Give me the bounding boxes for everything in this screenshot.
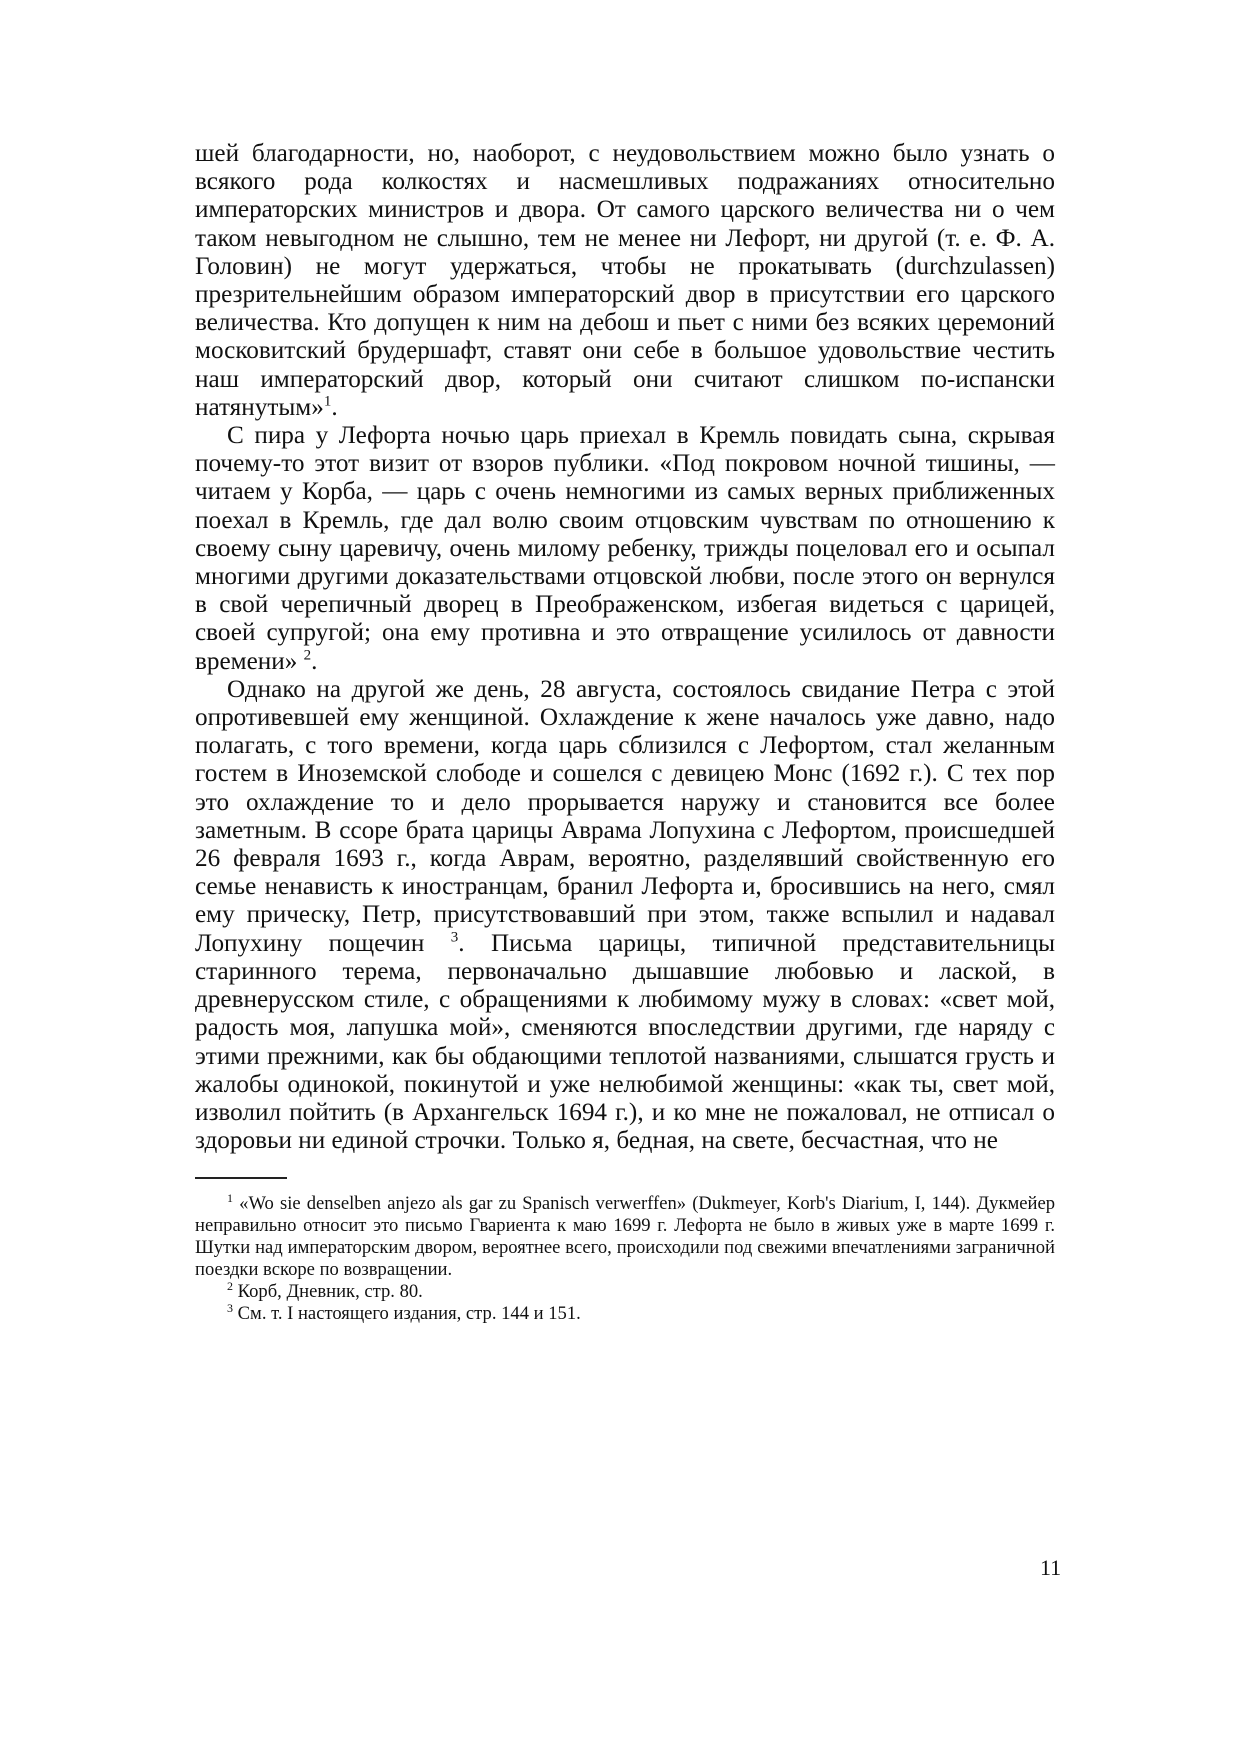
footnote-2-text: Корб, Дневник, стр. 80. xyxy=(237,1281,423,1303)
document-page xyxy=(195,140,1055,1325)
footnote-ref-3: 3 xyxy=(450,929,459,946)
footnote-ref-1: 1 xyxy=(323,393,332,410)
paragraph-1-text: шей благодарности, но, наоборот, с неудовольствием можно было узнать о всякого рода колкостях и насмешливых подражаниях относительно императорских министров и двора. От самого царского величества ни о чем таком невыгодном не слышно, тем не менее ни Лефорт, ни другой (т. е. Ф. А. Головин) не могут удержаться, чтобы не прокатывать (durchzulassen) презрительнейшим образом императорский двор в присутствии его царского величества. Кто допущен к ним на дебош и пьет с ними без всяких церемоний московитский брудершафт, ставят они себе в большое удовольствие честить наш императорский двор, который они считают слишком по-испански натянутым» xyxy=(195,140,1055,421)
main-text xyxy=(195,140,1055,1155)
footnote-divider xyxy=(195,1177,287,1179)
footnote-1 xyxy=(195,1193,1055,1281)
footnotes xyxy=(195,1193,1055,1325)
footnote-mark-3: 3 xyxy=(227,1301,233,1316)
page-number: 11 xyxy=(1040,1555,1062,1580)
paragraph-3-text: Однако на другой же день, 28 августа, состоялось свидание Петра с этой опротивевшей ему женщиной. Охлаждение к жене началось уже давно, надо полагать, с того времени, когда царь сблизился с Лефортом, стал желанным гостем в Иноземской слободе и сошелся с девицею Монс (1692 г.). С тех пор это охлаждение то и дело прорывается наружу и становится все более заметным. В ссоре брата царицы Аврама Лопухина с Лефортом, происшедшей 26 февраля 1693 г., когда Аврам, вероятно, разделявший свойственную его семье ненависть к иностранцам, бранил Лефорта и, бросившись на него, смял ему прическу, Петр, присутствовавший при этом, также вспылил и надавал Лопухину пощечин xyxy=(195,675,1055,957)
paragraph-2: С пира у Лефорта ночью царь приехал в Кремль повидать сына, скрывая почему-то этот визит от взоров публики. «Под покровом ночной тишины, — читаем у Корба, — царь с очень немногими из самых верных приближенных поехал в Кремль, где дал волю своим отцовским чувствам по отношению к своему сыну царевичу, очень милому ребенку, трижды поцеловал его и осыпал многими другими доказательствами отцовской любви, после этого он вернулся в свой черепичный дворец в Преображенском, избегая видеться с царицей, своей супругой; она ему противна и это отвращение усилилось от давности времени» $^2$. xyxy=(195,422,1055,675)
footnote-1-text: «Wo sie denselben anjezo als gar zu Spanisch verwerffen» (Dukmeyer, Korb's Diarium, I, 144). Дукмейер неправильно относит это письмо Гвариента к маю 1699 г. Лефорта не было в живых уже в марте 1699 г. Шутки над императорским двором, вероятнее всего, происходили под свежими впечатлениями заграничной поездки вскоре по возвращении. xyxy=(195,1193,1056,1281)
footnote-3 xyxy=(195,1303,1055,1325)
footnote-3-text: См. т. I настоящего издания, стр. 144 и 151. xyxy=(237,1303,581,1325)
footnote-mark-1: 1 xyxy=(227,1191,233,1206)
paragraph-3-continuation: . Письма царицы, типичной представительницы старинного терема, первоначально дышавшие любовью и лаской, в древнерусском стиле, с обращениями к любимому мужу в словах: «свет мой, радость моя, лапушка мой», сменяются впоследствии другими, где наряду с этими прежними, как бы обдающими теплотой названиями, слышатся грусть и жалобы одинокой, покинутой и уже нелюбимой женщины: «как ты, свет мой, изволил пойтить (в Архангельск 1694 г.), и ко мне не пожаловал, не отписал о здоровьи ни единой строчки. Только я, бедная, на свете, бесчастная, что не xyxy=(195,929,1056,1155)
footnote-ref-2: 2 xyxy=(303,647,312,664)
footnote-2 xyxy=(195,1281,1055,1303)
paragraph-3 xyxy=(195,676,1055,1155)
footnote-mark-2: 2 xyxy=(227,1279,233,1294)
paragraph-1: шей благодарности, но, наоборот, с неудовольствием можно было узнать о всякого рода колкостях и насмешливых подражаниях относительно императорских министров и двора. От самого царского величества ни о чем таком невыгодном не слышно, тем не менее ни Лефорт, ни другой (т. е. Ф. А. Головин) не могут удержаться, чтобы не прокатывать (durchzulassen) презрительнейшим образом императорский двор в присутствии его царского величества. Кто допущен к ним на дебош и пьет с ними без всяких церемоний московитский брудершафт, ставят они себе в большое удовольствие честить наш императорский двор, который они считают слишком по-испански натянутым»$^1$. xyxy=(195,140,1055,421)
paragraph-2-text: С пира у Лефорта ночью царь приехал в Кремль повидать сына, скрывая почему-то этот визит от взоров публики. «Под покровом ночной тишины, — читаем у Корба, — царь с очень немногими из самых верных приближенных поехал в Кремль, где дал волю своим отцовским чувствам по отношению к своему сыну царевичу, очень милому ребенку, трижды поцеловал его и осыпал многими другими доказательствами отцовской любви, после этого он вернулся в свой черепичный дворец в Преображенском, избегая видеться с царицей, своей супругой; она ему противна и это отвращение усилилось от давности времени» xyxy=(195,422,1055,675)
